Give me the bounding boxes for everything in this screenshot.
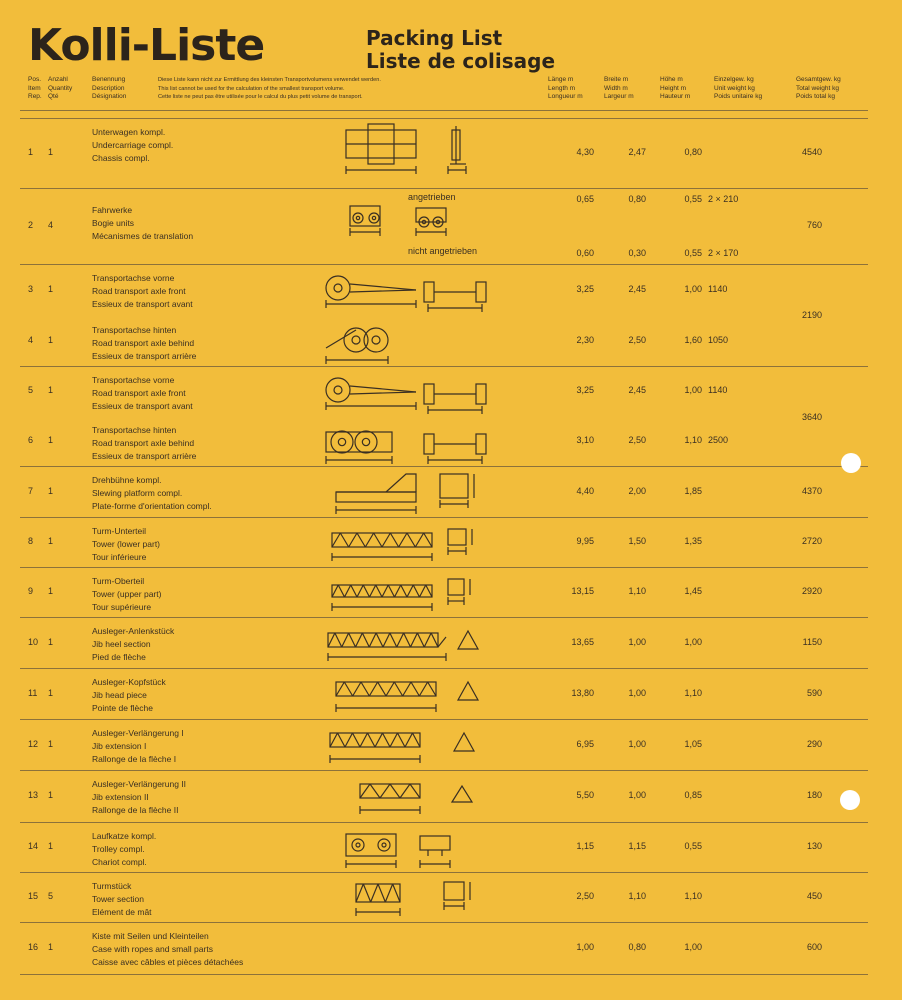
part-drawing-icon <box>316 721 506 768</box>
row-total-weight: 4540 <box>801 147 822 157</box>
row-length: 4,30 <box>576 147 594 157</box>
row-pos: 15 <box>28 891 39 901</box>
row-description <box>92 525 160 564</box>
row-qty: 1 <box>48 636 54 647</box>
row-description <box>92 880 152 919</box>
row-description-fr: Plate-forme d'orientation compl. <box>92 501 212 511</box>
row-description <box>92 727 184 766</box>
row-height: 1,10 <box>684 891 702 901</box>
row-description-en: Trolley compl. <box>92 844 145 854</box>
row-width: 1,00 <box>628 636 646 647</box>
row-description-de: Turm-Oberteil <box>92 576 145 586</box>
row-length: 13,80 <box>571 687 594 698</box>
row-description-de: Laufkatze kompl. <box>92 831 157 841</box>
row-pos: 11 <box>28 687 38 698</box>
row-description-fr: Mécanismes de translation <box>92 231 194 241</box>
row-width-2: 0,30 <box>628 248 646 258</box>
row-width: 2,00 <box>628 485 646 496</box>
row-description-de: Transportachse vorne <box>92 375 175 385</box>
part-drawing-icon <box>316 569 506 615</box>
table-row <box>20 668 868 719</box>
row-length: 5,50 <box>576 790 594 800</box>
table-bottom-divider <box>20 974 868 975</box>
table-row <box>20 188 868 264</box>
header-height: Höhe m Height m Hauteur m <box>660 76 691 100</box>
row-height: 1,10 <box>684 435 702 445</box>
row-description-en: Road transport axle behind <box>92 438 195 448</box>
row-pos: 12 <box>28 738 39 749</box>
label-driven: angetrieben <box>408 192 456 202</box>
row-description <box>92 830 156 869</box>
row-length: 3,10 <box>576 435 594 445</box>
row-unit-weight: 1140 <box>708 284 728 294</box>
row-description-en: Case with ropes and small parts <box>92 944 213 954</box>
row-height: 1,05 <box>684 738 702 749</box>
table-row <box>20 872 868 922</box>
row-description <box>92 676 166 715</box>
row-description-de: Turm-Unterteil <box>92 526 146 536</box>
row-height: 0,80 <box>684 147 702 157</box>
header-length: Länge m Length m Longueur m <box>548 76 583 100</box>
row-qty: 1 <box>48 586 54 596</box>
row-description-en: Tower (lower part) <box>92 539 161 549</box>
row-height: 1,00 <box>684 284 702 294</box>
row-total-weight: 290 <box>806 738 822 749</box>
row-qty: 1 <box>48 335 54 345</box>
table-row <box>20 466 868 517</box>
row-description-de: Kiste mit Seilen und Kleinteilen <box>92 931 209 941</box>
row-length: 4,40 <box>576 485 594 496</box>
row-unit-weight-2: 2 × 170 <box>708 248 739 258</box>
row-qty: 1 <box>48 536 54 546</box>
header-description: Benennung Description Désignation <box>92 76 127 100</box>
row-total-weight: 1150 <box>802 636 822 647</box>
row-height: 1,00 <box>684 636 702 647</box>
row-description-fr: Essieux de transport avant <box>92 401 193 411</box>
row-qty: 5 <box>48 891 54 901</box>
row-description-fr: Rallonge de la flèche I <box>92 754 177 764</box>
row-height: 1,85 <box>684 485 702 496</box>
row-total-weight: 450 <box>806 891 822 901</box>
row-description-en: Jib extension I <box>92 741 147 751</box>
table-row <box>20 316 868 366</box>
row-description-fr: Rallonge de la flèche II <box>92 805 179 815</box>
part-drawing-icon <box>316 318 506 364</box>
row-description-en: Tower (upper part) <box>92 589 162 599</box>
part-drawing-icon <box>316 519 506 565</box>
row-description-fr: Essieux de transport arrière <box>92 351 197 361</box>
group-total-axles-5-6: 3640 <box>801 412 822 422</box>
row-qty: 1 <box>48 942 54 952</box>
row-description-de: Drehbühne kompl. <box>92 475 162 485</box>
row-unit-weight: 1140 <box>708 385 728 395</box>
row-description-en: Road transport axle front <box>92 388 186 398</box>
row-description <box>92 424 196 463</box>
row-pos: 3 <box>28 284 34 294</box>
row-description-de: Ausleger-Verlängerung II <box>92 779 187 789</box>
row-length: 3,25 <box>576 385 594 395</box>
row-length: 2,50 <box>576 891 594 901</box>
row-unit-weight: 1050 <box>708 335 729 345</box>
row-total-weight: 2720 <box>801 536 822 546</box>
row-description-de: Turmstück <box>92 881 132 891</box>
row-description <box>92 625 174 664</box>
row-height-2: 0,55 <box>684 248 702 258</box>
row-pos: 1 <box>28 147 34 157</box>
part-drawing-icon <box>316 824 506 870</box>
row-description-fr: Caisse avec câbles et pièces détachées <box>92 957 244 967</box>
row-qty: 1 <box>48 841 54 851</box>
row-unit-weight: 2 × 210 <box>708 194 739 204</box>
row-width: 1,00 <box>628 738 646 749</box>
part-drawing-icon <box>316 772 506 820</box>
row-width: 0,80 <box>628 942 646 952</box>
header-divider <box>20 110 868 111</box>
row-height: 1,45 <box>684 586 702 596</box>
row-pos: 6 <box>28 435 34 445</box>
table-row <box>20 770 868 822</box>
row-height: 1,00 <box>684 942 702 952</box>
header-total-weight: Gesamtgew. kg Total weight kg Poids total kg <box>796 76 841 100</box>
row-length: 6,95 <box>576 738 594 749</box>
row-height: 0,55 <box>684 841 702 851</box>
table-row <box>20 416 868 466</box>
row-height: 1,60 <box>684 335 702 345</box>
row-height: 1,00 <box>684 385 702 395</box>
part-drawing-icon <box>316 619 506 666</box>
row-total-weight: 590 <box>806 687 822 698</box>
row-description <box>92 126 173 165</box>
header-note: Diese Liste kann nicht zur Ermittlung des kleinsten Transportvolumens verwendet werden. This list cannot be used for the calculation of the smallest transport volume. Cette liste ne peut pas être utilisée pour le calcul du plus petit volume de transport. <box>158 77 381 100</box>
header-width: Breite m Width m Largeur m <box>604 76 634 100</box>
label-not-driven: nicht angetrieben <box>408 246 478 256</box>
row-description-fr: Essieux de transport arrière <box>92 451 197 461</box>
row-pos: 2 <box>28 220 34 230</box>
row-width: 2,45 <box>628 284 646 294</box>
row-description-de: Ausleger-Anlenkstück <box>92 626 175 636</box>
row-description-fr: Elément de mât <box>92 907 152 917</box>
row-qty: 1 <box>48 738 54 749</box>
row-description-de: Fahrwerke <box>92 205 133 215</box>
row-pos: 14 <box>28 841 39 851</box>
row-length-2: 0,60 <box>576 248 594 258</box>
row-description <box>92 324 196 363</box>
row-description-en: Slewing platform compl. <box>92 488 183 498</box>
row-description-fr: Essieux de transport avant <box>92 299 193 309</box>
row-qty: 1 <box>48 284 54 294</box>
row-length: 13,15 <box>571 586 594 596</box>
row-total-weight: 4370 <box>801 485 822 496</box>
part-drawing-icon <box>316 120 506 186</box>
row-height: 0,55 <box>684 194 702 204</box>
row-width: 1,15 <box>628 841 646 851</box>
header-qty: Anzahl Quantity Qté <box>48 76 73 100</box>
row-qty: 1 <box>48 687 54 698</box>
row-pos: 4 <box>28 335 34 345</box>
part-drawing-icon <box>316 670 506 717</box>
row-width: 0,80 <box>628 194 646 204</box>
row-qty: 1 <box>48 385 54 395</box>
page-title-english: Packing List <box>366 26 503 50</box>
row-description-de: Transportachse hinten <box>92 425 177 435</box>
row-width: 1,00 <box>628 790 646 800</box>
part-drawing-icon <box>316 368 506 414</box>
group-total-axles-3-4: 2190 <box>801 310 822 320</box>
row-description-fr: Pied de flèche <box>92 652 146 662</box>
table-row <box>20 822 868 872</box>
row-description-fr: Chassis compl. <box>92 153 150 163</box>
row-description <box>92 575 161 614</box>
row-description <box>92 204 193 243</box>
row-width: 1,00 <box>628 687 646 698</box>
header-unit-weight: Einzelgew. kg Unit weight kg Poids unitaire kg <box>714 76 763 100</box>
row-description-de: Transportachse hinten <box>92 325 177 335</box>
row-pos: 10 <box>28 636 39 647</box>
table-row <box>20 366 868 416</box>
row-description-en: Jib heel section <box>92 639 151 649</box>
row-pos: 9 <box>28 586 34 596</box>
row-unit-weight: 2500 <box>708 435 729 445</box>
punch-hole-lower <box>840 790 860 810</box>
row-description-de: Unterwagen kompl. <box>92 127 166 137</box>
part-drawing-icon <box>316 468 506 515</box>
row-width: 2,47 <box>628 147 646 157</box>
row-length: 13,65 <box>571 636 594 647</box>
row-pos: 16 <box>28 942 39 952</box>
row-qty: 4 <box>48 220 54 230</box>
table-row <box>20 517 868 567</box>
row-width: 1,10 <box>628 586 646 596</box>
row-length: 9,95 <box>576 536 594 546</box>
row-description <box>92 474 212 513</box>
page-title-french: Liste de colisage <box>366 49 556 73</box>
table-row <box>20 922 868 974</box>
table-row <box>20 567 868 617</box>
row-total-weight: 760 <box>806 220 822 230</box>
row-total-weight: 130 <box>806 841 822 851</box>
row-qty: 1 <box>48 147 54 157</box>
row-qty: 1 <box>48 435 54 445</box>
row-description-en: Road transport axle behind <box>92 338 195 348</box>
table-row <box>20 719 868 770</box>
row-total-weight: 600 <box>806 942 822 952</box>
part-drawing-icon <box>316 924 506 972</box>
row-width: 1,10 <box>628 891 646 901</box>
row-height: 1,10 <box>684 687 702 698</box>
row-length: 1,00 <box>576 942 594 952</box>
row-qty: 1 <box>48 790 54 800</box>
row-description-en: Jib head piece <box>92 690 147 700</box>
part-drawing-icon <box>316 874 506 920</box>
page-title: Kolli-Liste <box>28 20 265 71</box>
row-description <box>92 930 243 969</box>
row-description-de: Ausleger-Kopfstück <box>92 677 166 687</box>
row-pos: 5 <box>28 385 34 395</box>
row-description-en: Road transport axle front <box>92 286 186 296</box>
row-description-fr: Tour supérieure <box>92 602 152 612</box>
row-description-fr: Pointe de flèche <box>92 703 153 713</box>
row-description-en: Jib extension II <box>92 792 149 802</box>
row-qty: 1 <box>48 485 54 496</box>
row-description-en: Tower section <box>92 894 144 904</box>
table-row <box>20 264 868 316</box>
row-width: 2,50 <box>628 435 646 445</box>
row-description <box>92 272 193 311</box>
row-length: 0,65 <box>576 194 594 204</box>
table-row <box>20 617 868 668</box>
row-description-de: Ausleger-Verlängerung I <box>92 728 184 738</box>
row-height: 0,85 <box>684 790 702 800</box>
row-description <box>92 374 193 413</box>
row-width: 2,50 <box>628 335 646 345</box>
row-description-de: Transportachse vorne <box>92 273 175 283</box>
row-length: 3,25 <box>576 284 594 294</box>
row-pos: 7 <box>28 485 34 496</box>
row-description-fr: Tour inférieure <box>92 552 147 562</box>
header-pos: Pos. Item Rep. <box>28 76 42 100</box>
row-width: 1,50 <box>628 536 646 546</box>
punch-hole-upper <box>841 453 861 473</box>
row-height: 1,35 <box>684 536 702 546</box>
row-total-weight: 180 <box>806 790 822 800</box>
row-width: 2,45 <box>628 385 646 395</box>
row-pos: 13 <box>28 790 39 800</box>
table-row <box>20 118 868 188</box>
row-description-en: Undercarriage compl. <box>92 140 174 150</box>
row-total-weight: 2920 <box>801 586 822 596</box>
row-pos: 8 <box>28 536 34 546</box>
row-description-fr: Chariot compl. <box>92 857 147 867</box>
row-description <box>92 778 186 817</box>
part-drawing-icon <box>316 266 506 314</box>
row-length: 1,15 <box>576 841 594 851</box>
row-length: 2,30 <box>576 335 594 345</box>
part-drawing-icon <box>316 418 506 464</box>
row-description-en: Bogie units <box>92 218 135 228</box>
